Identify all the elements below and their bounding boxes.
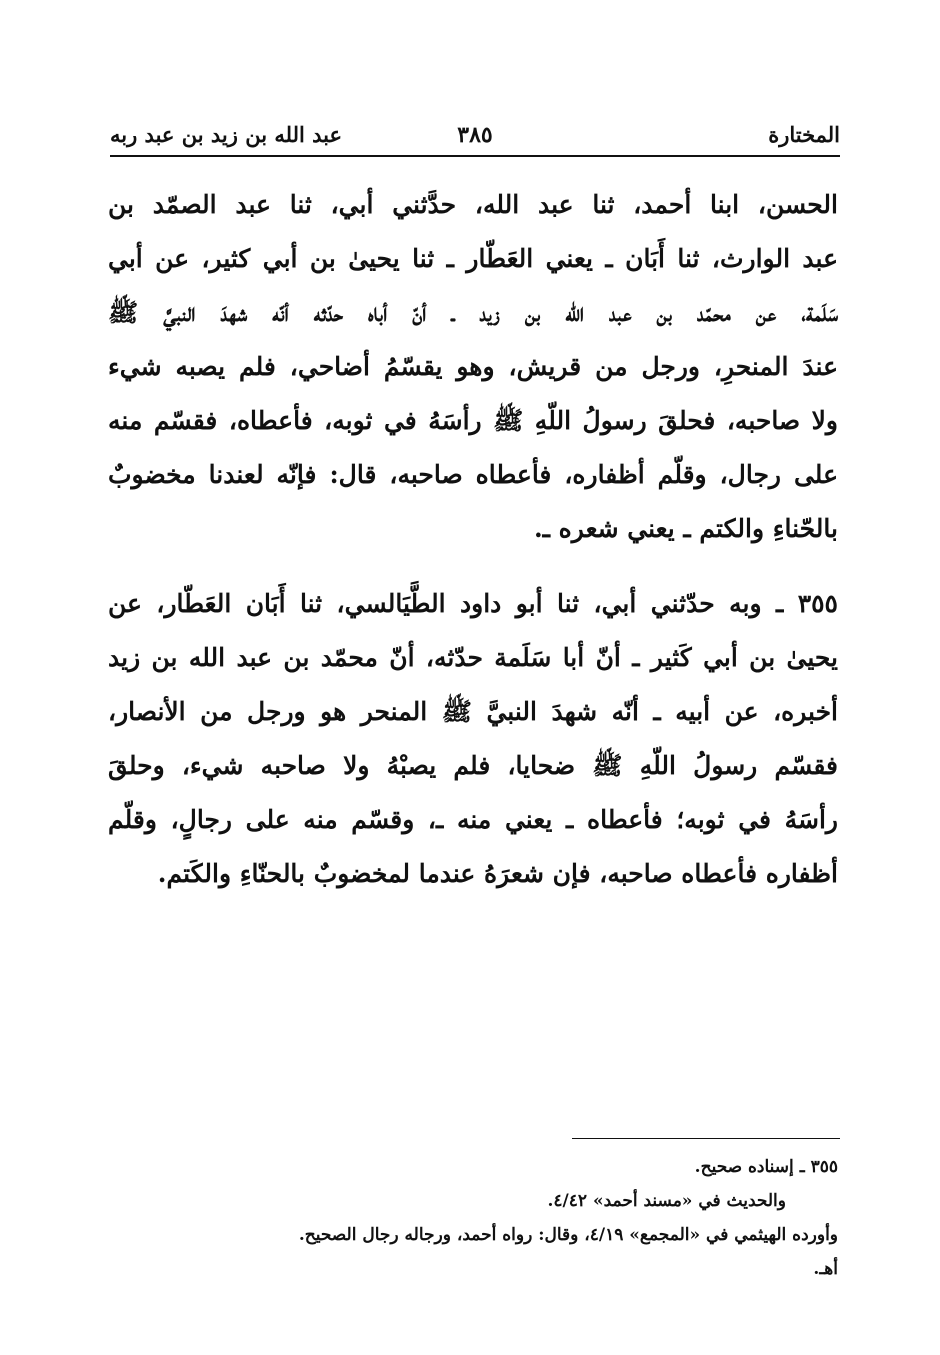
text-line: بالحّناءِ والكتم ـ يعني شعره ـ. bbox=[533, 514, 838, 543]
text-line: الحسن، ابنا أحمد، ثنا عبد الله، حدَّثني أبي، ثنا عبد الصمّد بن bbox=[108, 190, 838, 219]
book-title: المختارة bbox=[768, 122, 840, 147]
footnote-divider bbox=[572, 1138, 840, 1139]
paragraph-1 bbox=[108, 178, 838, 556]
footnote-line: ٣٥٥ ـ إسناده صحيح. bbox=[694, 1157, 838, 1177]
paragraph-2 bbox=[108, 577, 838, 901]
text-line: يحيىٰ بن أبي كَثير ـ أنّ أبا سَلَمة حدّثه، أنّ محمّد بن عبد الله بن زيد bbox=[108, 643, 838, 672]
chapter-title: عبد الله بن زيد بن عبد ربه bbox=[110, 122, 343, 147]
text-line: ولا صاحبه، فحلقَ رسولُ اللّهِ ﷺ رأسَهُ في ثوبه، فأعطاه، فقسّم منه bbox=[108, 406, 838, 435]
text-line: عبد الوارث، ثنا أَبَان ـ يعني العَطّار ـ ثنا يحيىٰ بن أبي كثير، عن أبي bbox=[108, 244, 838, 273]
footnote-line: وأورده الهيثمي في «المجمع» ٤/١٩، وقال: رواه أحمد، ورجاله رجال الصحيح. bbox=[298, 1225, 838, 1245]
text-line: رأسَهُ في ثوبه؛ فأعطاه ـ يعني منه ـ، وقسّم منه على رجالٍ، وقلّم bbox=[108, 805, 838, 834]
page-header bbox=[110, 118, 840, 158]
text-line: على رجال، وقلّم أظفاره، فأعطاه صاحبه، قال: فإنّه لعندنا مخضوبٌ bbox=[108, 460, 838, 489]
footnotes bbox=[108, 1150, 838, 1286]
header-divider bbox=[110, 155, 840, 157]
text-line: سَلَمة، عن محمّد بن عبد الله بن زيد ـ أنّ أباه حدّثه أنّه شهدَ النبيَّ ﷺ bbox=[108, 298, 838, 327]
footnote-line: والحديث في «مسند أحمد» ٤/٤٢. bbox=[547, 1191, 786, 1211]
text-line: ٣٥٥ ـ وبه حدّثني أبي، ثنا أبو داود الطَّيَالسي، ثنا أَبَان العَطّار، عن bbox=[108, 589, 838, 618]
text-line: عندَ المنحرِ، ورجل من قريش، وهو يقسّمُ أضاحي، فلم يصبه شيء bbox=[108, 352, 838, 381]
page-number: ٣٨٥ bbox=[457, 122, 493, 148]
footnote-line: أهـ. bbox=[813, 1259, 838, 1279]
text-line: أظفاره فأعطاه صاحبه، فإن شعرَهُ عندما لمخضوبٌ بالحنّاءِ والكَتم. bbox=[157, 859, 838, 888]
text-line: أخبره، عن أبيه ـ أنّه شهدَ النبيَّ ﷺ المنحر هو ورجل من الأنصار، bbox=[108, 697, 838, 726]
text-line: فقسّم رسولُ اللّهِ ﷺ ضحايا، فلم يصبْهُ ولا صاحبه شيء، وحلقَ bbox=[108, 751, 838, 780]
